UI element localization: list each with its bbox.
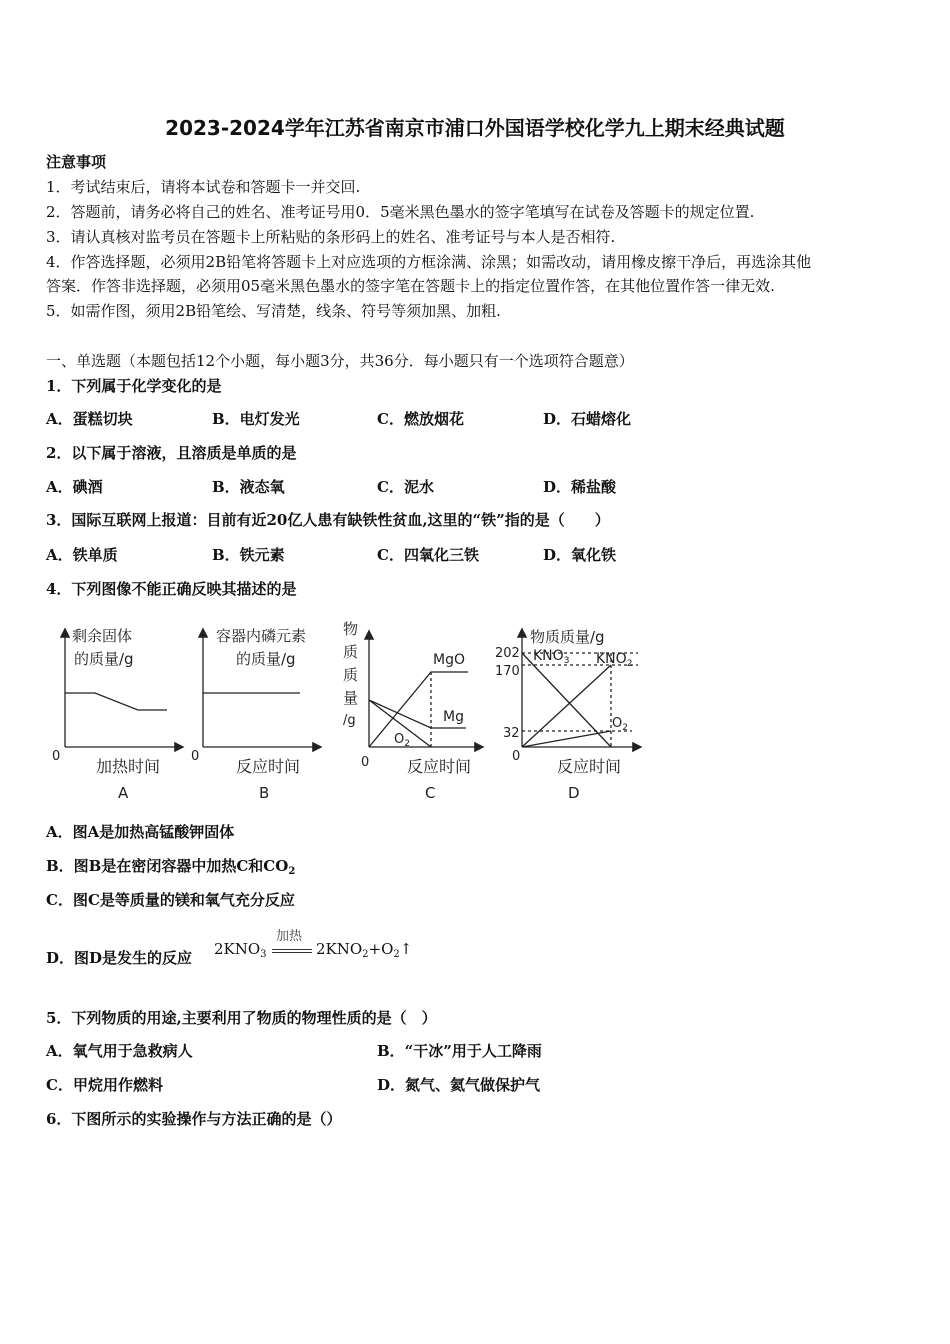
figure-d-o2-curve [522, 731, 611, 747]
figure-d-tick-170: 170 [495, 664, 520, 679]
figure-c-ylabel: 量 [343, 689, 359, 707]
figure-d-tick-32: 32 [503, 726, 520, 741]
figure-c-label-mg: Mg [443, 709, 464, 725]
figure-a-ylabel: 的质量/g [74, 650, 134, 668]
figure-d-xlabel: 反应时间 [557, 757, 622, 776]
figure-c-caption: C [425, 784, 436, 802]
q2-option-c: C．泥水 [377, 478, 434, 496]
figure-c-origin: 0 [361, 755, 370, 770]
question-2-stem: 2．以下属于溶液，且溶质是单质的是 [46, 444, 297, 462]
figure-a [65, 630, 182, 747]
q1-option-a: A．蛋糕切块 [46, 410, 133, 428]
q3-option-c: C．四氧化三铁 [377, 546, 479, 564]
figure-d-label-kno3: $KNO_3$ [533, 648, 570, 666]
q4-figures [0, 612, 950, 817]
q3-option-a: A．铁单质 [46, 546, 118, 564]
q1-option-d: D．石蜡熔化 [543, 410, 632, 428]
q5-option-b: B．“干冰”用于人工降雨 [377, 1042, 542, 1060]
q5-option-a: A．氧气用于急救病人 [46, 1042, 193, 1060]
q1-option-c: C．燃放烟花 [377, 410, 464, 428]
q1-option-b: B．电灯发光 [212, 410, 300, 428]
figure-b-ylabel: 容器内磷元素 [216, 627, 307, 645]
notice-item: 4．作答选择题，必须用2B铅笔将答题卡上对应选项的方框涂满、涂黑；如需改动，请用橡皮擦干净后，再选涂其他 [46, 253, 812, 271]
figure-b-caption: B [259, 784, 270, 802]
figure-c-ylabel: 质 [343, 643, 359, 661]
figure-b-origin: 0 [191, 749, 200, 764]
figure-a-curve [65, 693, 167, 710]
notice-item: 1．考试结束后，请将本试卷和答题卡一并交回. [46, 178, 361, 196]
figure-c-ylabel: 物 [343, 620, 359, 638]
question-6-stem: 6．下图所示的实验操作与方法正确的是（） [46, 1110, 342, 1128]
q3-option-d: D．氧化铁 [543, 546, 617, 564]
figure-d-caption: D [568, 784, 580, 802]
figure-a-origin: 0 [52, 749, 61, 764]
figure-d-label-o2: $O_2$ [612, 716, 628, 733]
q2-option-d: D．稀盐酸 [543, 478, 617, 496]
equation-condition: 加热 [276, 929, 303, 944]
figure-d-kno2-curve [522, 665, 611, 747]
figure-c [369, 632, 482, 747]
equation-bar [272, 949, 312, 950]
q2-option-a: A．碘酒 [46, 478, 103, 496]
q4-option-a: A．图A是加热高锰酸钾固体 [46, 823, 235, 841]
notice-item: 2．答题前，请务必将自己的姓名、准考证号用0．5毫米黑色墨水的签字笔填写在试卷及答题卡的规定位置. [46, 203, 755, 221]
q4-option-b: B．图B是在密闭容器中加热C和$CO_2$ [46, 857, 296, 877]
q4-option-d: D．图D是发生的反应 [46, 949, 193, 967]
figure-d-label-kno2: $KNO_2$ [596, 651, 633, 669]
section-heading: 一、单选题（本题包括12个小题，每小题3分，共36分．每小题只有一个选项符合题意） [46, 352, 634, 370]
figure-a-caption: A [118, 784, 129, 802]
q5-option-d: D．氮气、氦气做保护气 [377, 1076, 541, 1094]
question-4-stem: 4．下列图像不能正确反映其描述的是 [46, 580, 297, 598]
q5-option-c: C．甲烷用作燃料 [46, 1076, 163, 1094]
page-title: 2023-2024学年江苏省南京市浦口外国语学校化学九上期末经典试题 [165, 116, 785, 140]
notice-item: 3．请认真核对监考员在答题卡上所粘贴的条形码上的姓名、准考证号与本人是否相符. [46, 228, 616, 246]
notice-item: 5．如需作图，须用2B铅笔绘、写清楚，线条、符号等须加黑、加粗. [46, 302, 501, 320]
figure-c-ylabel: /g [343, 713, 356, 728]
figure-c-label-mgo: MgO [433, 652, 465, 668]
notice-item: 答案．作答非选择题，必须用05毫米黑色墨水的签字笔在答题卡上的指定位置作答，在其他位置作答一律无效. [46, 277, 775, 295]
equation-bar [272, 952, 312, 953]
figure-c-xlabel: 反应时间 [407, 757, 472, 776]
figure-b [203, 630, 320, 747]
figure-b-ylabel: 的质量/g [236, 650, 296, 668]
question-5-stem: 5．下列物质的用途,主要利用了物质的物理性质的是（ ） [46, 1009, 437, 1027]
figure-d-origin: 0 [512, 749, 521, 764]
figure-a-xlabel: 加热时间 [96, 757, 161, 776]
figure-d-tick-202: 202 [495, 646, 520, 661]
figure-d-ylabel: 物质质量/g [530, 628, 605, 646]
equation-reactant: $2KNO_3$ [214, 940, 267, 960]
q3-option-b: B．铁元素 [212, 546, 285, 564]
q4-option-c: C．图C是等质量的镁和氧气充分反应 [46, 891, 295, 909]
question-1-stem: 1．下列属于化学变化的是 [46, 377, 222, 395]
question-3-stem: 3．国际互联网上报道：目前有近20亿人患有缺铁性贫血,这里的“铁”指的是（ ） [46, 511, 610, 529]
notice-heading: 注意事项 [46, 153, 107, 171]
equation-products: $2KNO_2+O_2↑$ [316, 940, 413, 960]
figure-a-ylabel: 剩余固体 [72, 627, 133, 645]
figure-b-xlabel: 反应时间 [236, 757, 301, 776]
figure-c-ylabel: 质 [343, 666, 359, 684]
figure-c-label-o2: $O_2$ [394, 732, 410, 749]
q2-option-b: B．液态氧 [212, 478, 285, 496]
reaction-equation [214, 926, 444, 966]
